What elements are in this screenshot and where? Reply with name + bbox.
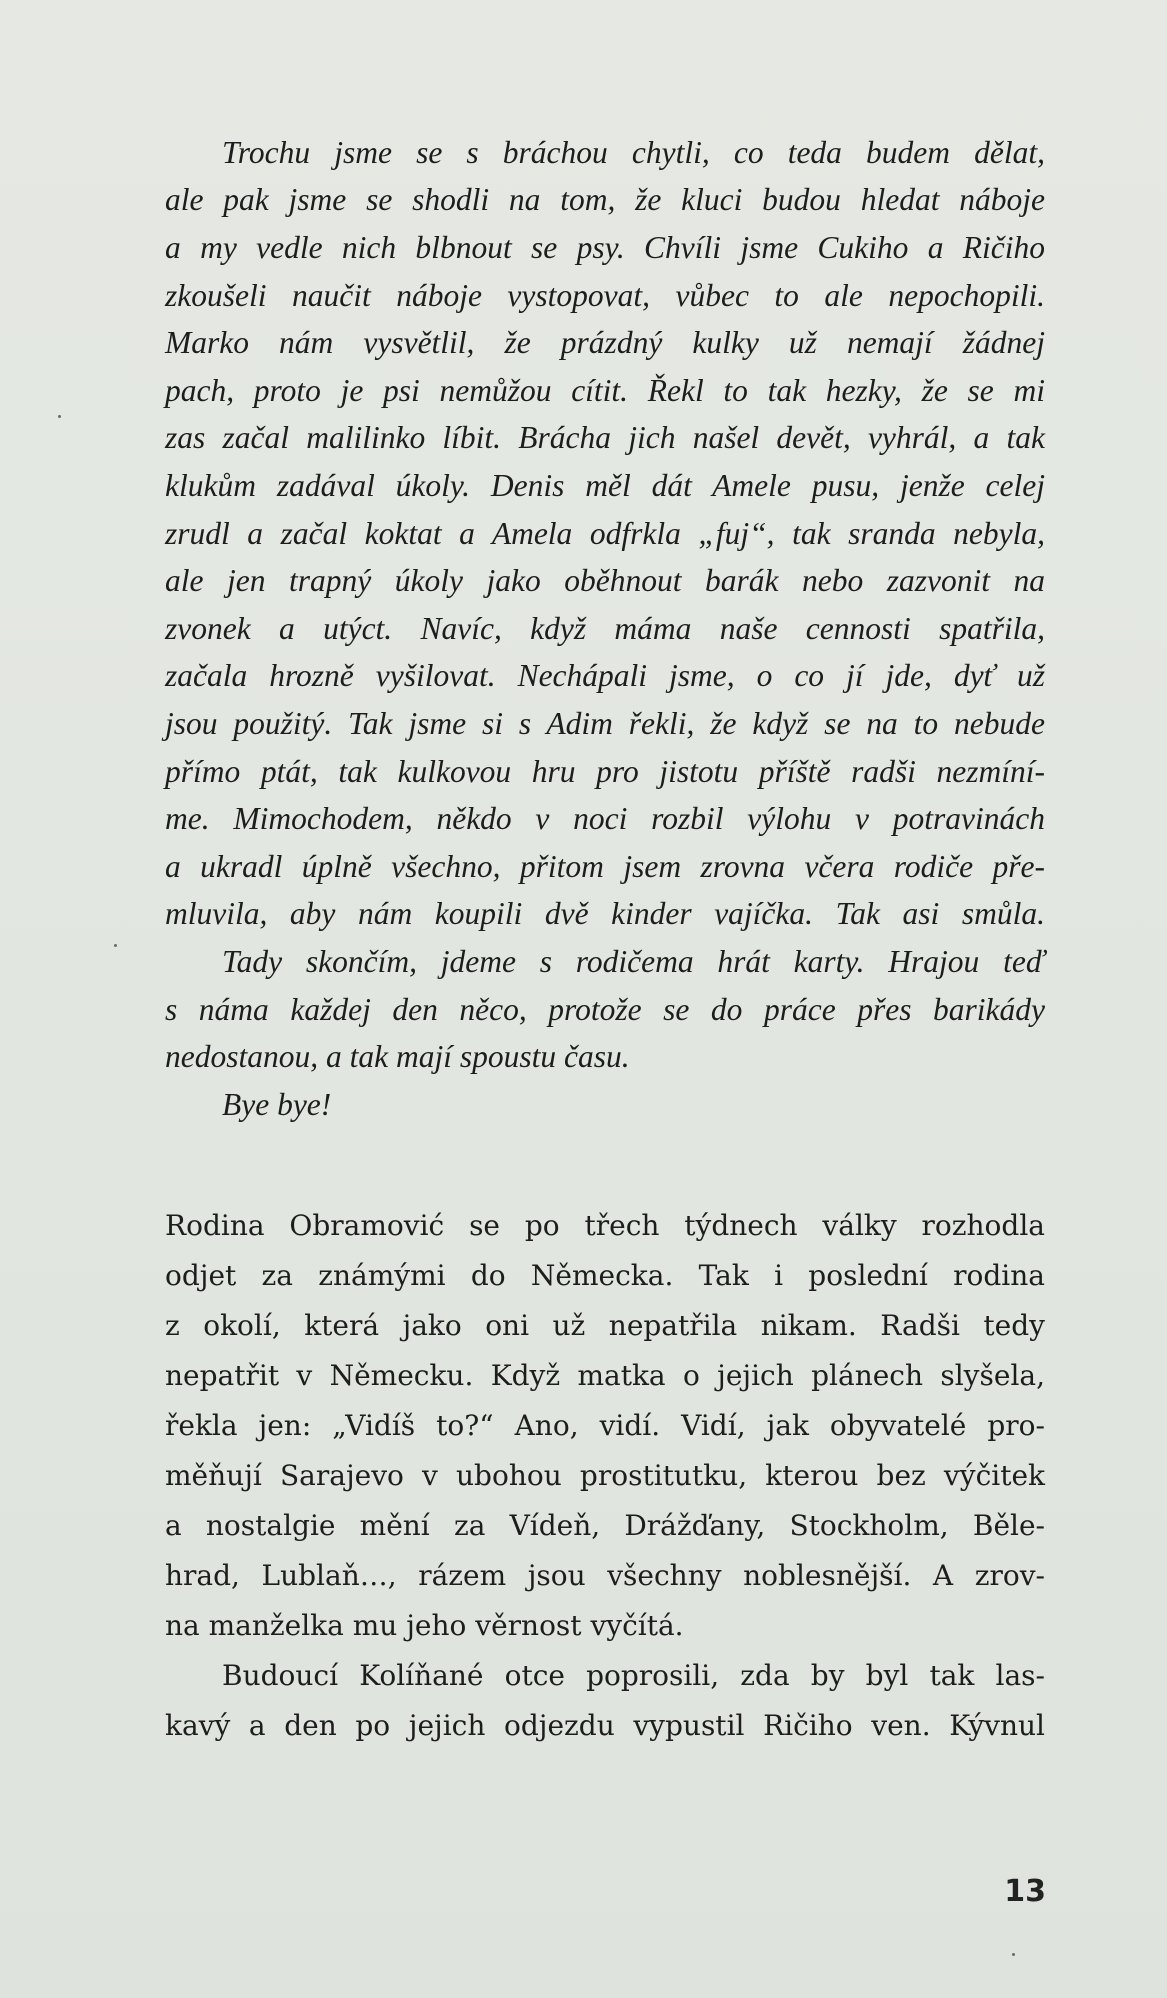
narrative-line: kavý a den po jejich odjezdu vypustil Ričiho ven. Kývnul xyxy=(165,1709,1045,1742)
narrative-line: Budoucí Kolíňané otce poprosili, zda by byl tak las- xyxy=(222,1659,1045,1692)
diary-line: pach, proto je psi nemůžou cítit. Řekl to tak hezky, že se mi xyxy=(165,373,1045,408)
narrative-line: hrad, Lublaň…, rázem jsou všechny noblesnější. A zrov- xyxy=(165,1559,1045,1592)
diary-line: nedostanou, a tak mají spoustu času. xyxy=(165,1039,630,1074)
narrative-line: nepatřit v Německu. Když matka o jejich plánech slyšela, xyxy=(165,1359,1045,1392)
paper-speck xyxy=(58,415,61,418)
diary-line: Marko nám vysvětlil, že prázdný kulky už nemají žádnej xyxy=(165,325,1045,360)
diary-line: ale pak jsme se shodli na tom, že kluci budou hledat náboje xyxy=(165,182,1045,217)
diary-line: zrudl a začal koktat a Amela odfrkla „fuj“, tak sranda nebyla, xyxy=(165,516,1045,551)
diary-line: zvonek a utýct. Navíc, když máma naše cennosti spatřila, xyxy=(165,611,1045,646)
narrative-line: měňují Sarajevo v ubohou prostitutku, kterou bez výčitek xyxy=(165,1459,1045,1492)
diary-line: a my vedle nich blbnout se psy. Chvíli jsme Cukiho a Ričiho xyxy=(165,230,1045,265)
diary-line: Trochu jsme se s bráchou chytli, co teda budem dělat, xyxy=(222,135,1045,170)
narrative-line: Rodina Obramović se po třech týdnech války rozhodla xyxy=(165,1209,1045,1242)
narrative-line: řekla jen: „Vidíš to?“ Ano, vidí. Vidí, jak obyvatelé pro- xyxy=(165,1409,1045,1442)
paper-speck xyxy=(1012,1953,1015,1956)
page-number: 13 xyxy=(1004,1874,1046,1909)
diary-line: me. Mimochodem, někdo v noci rozbil výlohu v potravinách xyxy=(165,801,1045,836)
diary-line: zas začal malilinko líbit. Brácha jich našel devět, vyhrál, a tak xyxy=(165,420,1045,455)
narrative-line: z okolí, která jako oni už nepatřila nikam. Radši tedy xyxy=(165,1309,1045,1342)
diary-line: přímo ptát, tak kulkovou hru pro jistotu příště radši nezmíní- xyxy=(165,754,1045,789)
diary-sign-off: Bye bye! xyxy=(222,1087,332,1122)
diary-line: klukům zadával úkoly. Denis měl dát Amele pusu, jenže celej xyxy=(165,468,1045,503)
diary-line: začala hrozně vyšilovat. Nechápali jsme, o co jí jde, dyť už xyxy=(165,658,1045,693)
diary-line: zkoušeli naučit náboje vystopovat, vůbec to ale nepochopili. xyxy=(165,278,1045,313)
diary-line: Tady skončím, jdeme s rodičema hrát karty. Hrajou teď xyxy=(222,944,1045,979)
narrative-line: odjet za známými do Německa. Tak i poslední rodina xyxy=(165,1259,1045,1292)
diary-line: s náma každej den něco, protože se do práce přes barikády xyxy=(165,992,1045,1027)
narrative-line: na manželka mu jeho věrnost vyčítá. xyxy=(165,1609,684,1642)
narrative-line: a nostalgie mění za Vídeň, Drážďany, Stockholm, Běle- xyxy=(165,1509,1045,1542)
diary-line: ale jen trapný úkoly jako oběhnout barák nebo zazvonit na xyxy=(165,563,1045,598)
diary-line: a ukradl úplně všechno, přitom jsem zrovna včera rodiče pře- xyxy=(165,849,1045,884)
diary-line: mluvila, aby nám koupili dvě kinder vajíčka. Tak asi smůla. xyxy=(165,896,1045,931)
paper-speck xyxy=(114,944,117,947)
diary-line: jsou použitý. Tak jsme si s Adim řekli, že když se na to nebude xyxy=(165,706,1045,741)
